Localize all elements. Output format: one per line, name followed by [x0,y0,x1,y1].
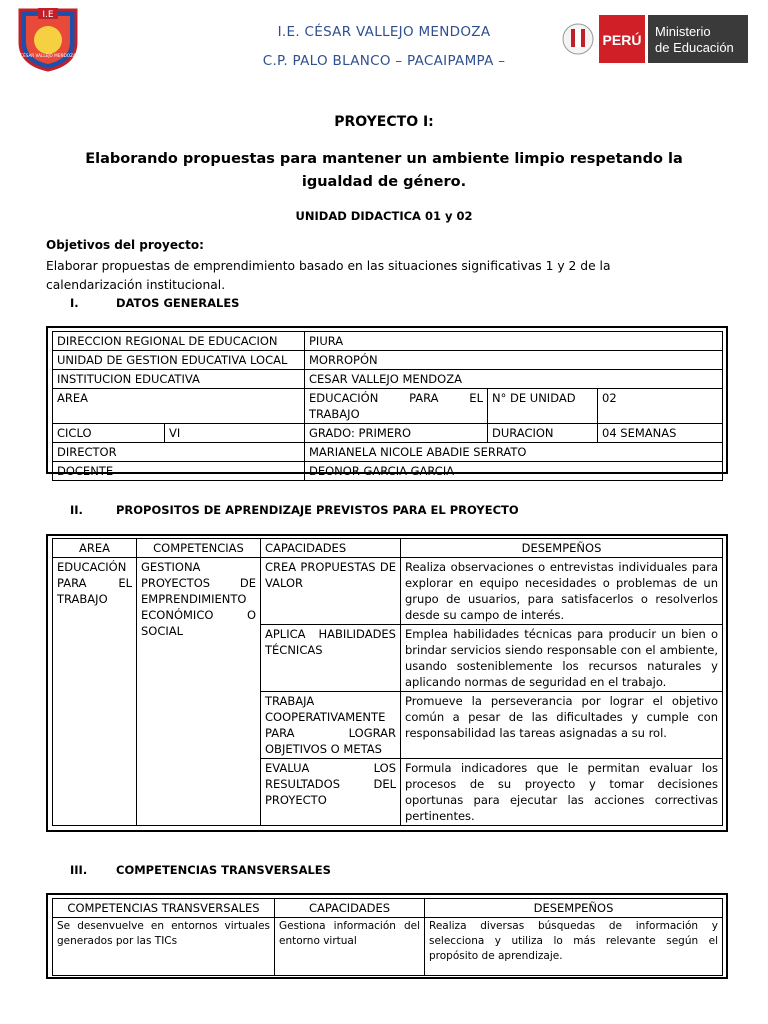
capacidad-2: APLICA HABILIDADES TÉCNICAS [261,625,401,692]
transversal-desempeno: Realiza diversas búsquedas de información y selecciona y utiliza lo más relevante según el propósito de aprendizaje. [425,918,723,976]
header-desempenos: DESEMPEÑOS [425,899,723,918]
ie-label: INSTITUCION EDUCATIVA [53,370,305,389]
section3-title: COMPETENCIAS TRANSVERSALES [116,863,331,877]
unit-number-label: N° DE UNIDAD [488,389,598,424]
purposes-table [52,538,723,826]
dre-label: DIRECCION REGIONAL DE EDUCACION [53,332,305,351]
crest-text: I.E [42,10,54,20]
desempeno-2: Emplea habilidades técnicas para producir un bien o brindar servicios siendo responsable con el ambiente, usando sosteniblemente los recursos naturales y aplicando normas de seguridad en el trabajo. [401,625,723,692]
table-row [53,443,723,462]
capacidad-3: TRABAJA COOPERATIVAMENTE PARA LOGRAR OBJETIVOS O METAS [261,692,401,759]
ugel-label: UNIDAD DE GESTION EDUCATIVA LOCAL [53,351,305,370]
director-value: MARIANELA NICOLE ABADIE SERRATO [305,443,723,462]
objectives-label: Objetivos del proyecto: [46,238,204,252]
crest-ring-text: CÉSAR VALLEJO MENDOZA [20,53,76,58]
desempeno-4: Formula indicadores que le permitan evaluar los procesos de su proyecto y tomar decisiones oportunas para ejecutar las acciones correctivas pertinentes. [401,759,723,826]
dre-value: PIURA [305,332,723,351]
section2-number: II. [70,503,83,517]
header-capacidades: CAPACIDADES [261,539,401,558]
table-row [53,558,723,625]
section1-number: I. [70,296,79,310]
header-desempenos: DESEMPEÑOS [401,539,723,558]
school-place: C.P. PALO BLANCO – PACAIPAMPA – [262,53,506,69]
docente-value: DEONOR GARCIA GARCIA [305,462,723,481]
ie-value: CESAR VALLEJO MENDOZA [305,370,723,389]
section1-title: DATOS GENERALES [116,296,240,310]
table-header-row [53,899,723,918]
project-title: PROYECTO I: [334,114,434,130]
header-area: AREA [53,539,137,558]
desempeno-1: Realiza observaciones o entrevistas individuales para explorar en equipo necesidades o problemas de un grupo de usuarios, para satisfacerlos o resolverlos desde su campo de interés. [401,558,723,625]
project-subtitle: Elaborando propuestas para mantener un ambiente limpio respetando la igualdad de género. [85,151,683,190]
director-label: DIRECTOR [53,443,305,462]
capacidad-1: CREA PROPUESTAS DE VALOR [261,558,401,625]
section3-number: III. [70,863,88,877]
unit-number-value: 02 [598,389,723,424]
general-data-table [52,331,723,481]
duracion-value: 04 SEMANAS [598,424,723,443]
peru-label: PERÚ [602,32,642,48]
objectives-text: Elaborar propuestas de emprendimiento basado en las situaciones significativas 1 y 2 de la calendarización institucional. [46,259,611,292]
transversal-competencia: Se desenvuelve en entornos virtuales generados por las TICs [53,918,275,976]
table-row [53,424,723,443]
ugel-value: MORROPÓN [305,351,723,370]
section2-title: PROPOSITOS DE APRENDIZAJE PREVISTOS PARA EL PROYECTO [116,503,519,517]
docente-label: DOCENTE [53,462,305,481]
duracion-label: DURACION [488,424,598,443]
school-name: I.E. CÉSAR VALLEJO MENDOZA [277,24,491,40]
area-value: EDUCACIÓN PARA EL TRABAJO [305,389,488,424]
table-row [53,462,723,481]
purposes-competencia: GESTIONA PROYECTOS DE EMPRENDIMIENTO ECONÓMICO O SOCIAL [137,558,261,826]
ciclo-value: VI [165,424,305,443]
header-competencias: COMPETENCIAS [137,539,261,558]
desempeno-3: Promueve la perseverancia por lograr el objetivo común a pesar de las dificultades y cumple con responsabilidad las tareas asignadas a su rol. [401,692,723,759]
table-row [53,351,723,370]
unit-title: UNIDAD DIDACTICA 01 y 02 [295,209,473,223]
transversal-table [52,898,723,976]
header-competencias-transversales: COMPETENCIAS TRANSVERSALES [53,899,275,918]
table-row [53,918,723,976]
grado-value: GRADO: PRIMERO [305,424,488,443]
ministry-line2: de Educación [655,40,734,55]
table-header-row [53,539,723,558]
table-row [53,332,723,351]
ministry-line1: Ministerio [655,24,711,39]
capacidad-4: EVALUA LOS RESULTADOS DEL PROYECTO [261,759,401,826]
ciclo-label: CICLO [53,424,165,443]
ministry-logo [560,14,750,64]
purposes-area: EDUCACIÓN PARA EL TRABAJO [53,558,137,826]
area-label: AREA [53,389,305,424]
transversal-capacidad: Gestiona información del entorno virtual [275,918,425,976]
header-capacidades: CAPACIDADES [275,899,425,918]
table-row [53,370,723,389]
table-row [53,389,723,424]
